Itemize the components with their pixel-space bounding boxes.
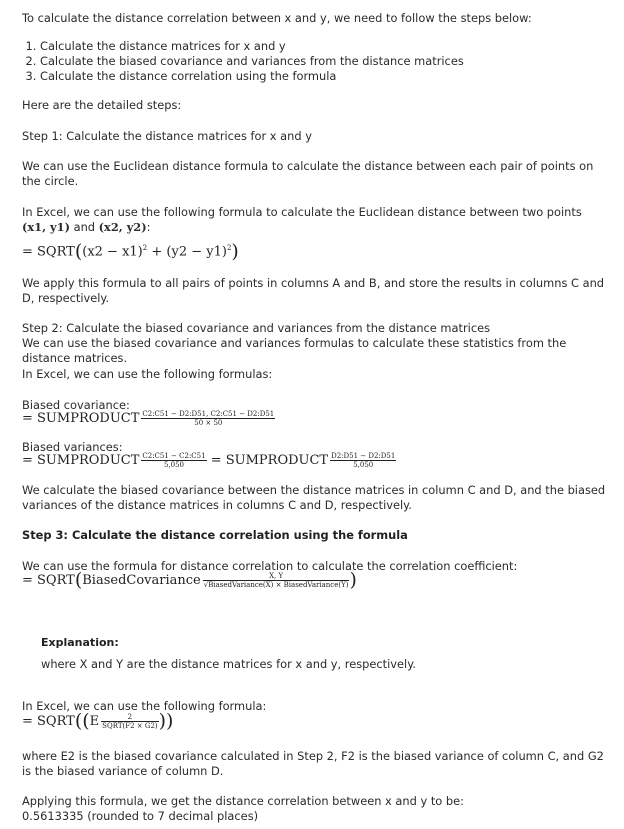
correlation-fraction [203, 572, 350, 589]
step1-paragraph: We can use the Euclidean distance formula to calculate the distance between each pair of points on the circle. [22, 159, 594, 188]
formula-prefix: = SQRT [22, 714, 75, 729]
covariance-formula [22, 410, 606, 427]
point2: (x2, y2) [98, 220, 147, 234]
step1-heading: Step 1: Calculate the distance matrices for x and y [22, 129, 312, 143]
euclidean-formula [22, 240, 606, 263]
fraction-denominator: √BiasedVariance(X) × BiasedVariance(Y) [203, 581, 349, 589]
fraction-denominator: 5,050 [163, 461, 184, 469]
step2-summary-paragraph: We calculate the biased covariance between the distance matrices in column C and D, and the biased variances of the distance matrices in columns C and D, respectively. [22, 483, 606, 512]
step3-heading: Step 3: Calculate the distance correlation using the formula [22, 528, 408, 542]
formula-prefix: = SQRT [22, 244, 75, 260]
formula-inner: BiasedCovariance [82, 573, 201, 588]
fraction-numerator: D2:D51 − D2:D51 [331, 452, 396, 460]
fraction-numerator: C2:C51 − C2:C51 [142, 452, 206, 460]
plus-sign: + [147, 244, 167, 260]
variances-label: Biased variances: [22, 440, 123, 454]
formula-prefix: = SUMPRODUCT [22, 453, 140, 468]
fraction-denominator: SQRT(F2 × G2) [102, 722, 158, 730]
distance-correlation-formula [22, 569, 606, 591]
step3-excel-line: In Excel, we can use the following formula: [22, 699, 267, 713]
intro-paragraph: To calculate the distance correlation between x and y, we need to follow the steps below: [22, 11, 532, 25]
exponent: 2 [142, 244, 148, 252]
covariance-label: Biased covariance: [22, 398, 130, 412]
excel-text: In Excel, we can use the following formula to calculate the Euclidean distance between two points [22, 205, 582, 219]
fraction-denominator: 5,050 [353, 461, 374, 469]
term-x: (x2 − x1) [82, 244, 143, 260]
step3-where-paragraph: where E2 is the biased covariance calculated in Step 2, F2 is the biased variance of column C, and G2 is the biased variance of column D. [22, 749, 604, 778]
step2-excel-line: In Excel, we can use the following formulas: [22, 367, 273, 381]
list-item: 2. Calculate the biased covariance and variances from the distance matrices [40, 54, 606, 69]
exponent: 2 [226, 244, 232, 252]
variance-c-fraction [141, 452, 206, 469]
list-item: 1. Calculate the distance matrices for x and y [40, 39, 606, 54]
open-paren-icon: ( [74, 240, 83, 263]
formula-inner: E [89, 714, 100, 729]
covariance-fraction [141, 410, 275, 427]
point1: (x1, y1) [22, 220, 70, 234]
excel-correlation-formula [22, 710, 606, 732]
fraction-numerator: 2 [101, 713, 158, 722]
fraction-denominator: 50 × 50 [194, 419, 223, 427]
close-paren-icon: )) [158, 710, 174, 732]
open-paren-icon: ( [74, 569, 83, 591]
step3-paragraph: We can use the formula for distance correlation to calculate the correlation coefficient: [22, 559, 518, 573]
excel-fraction [101, 713, 158, 730]
formula-prefix: = SUMPRODUCT [210, 453, 329, 468]
step2-paragraph: We can use the biased covariance and variances formulas to calculate these statistics from the distance matrices. [22, 336, 567, 365]
formula-prefix: = SUMPRODUCT [22, 411, 140, 426]
explanation-text: where X and Y are the distance matrices for x and y, respectively. [41, 657, 416, 671]
step1-apply-paragraph: We apply this formula to all pairs of points in columns A and B, and store the results in columns C and D, respectively. [22, 276, 605, 305]
colon-text: : [146, 220, 151, 234]
step2-heading: Step 2: Calculate the biased covariance and variances from the distance matrices [22, 321, 491, 335]
result-value: 0.5613335 (rounded to 7 decimal places) [22, 809, 259, 823]
step1-excel-paragraph [22, 205, 606, 235]
formula-prefix: = SQRT [22, 573, 75, 588]
close-paren-icon: ) [349, 569, 357, 591]
and-text: and [69, 220, 99, 234]
explanation-label: Explanation: [41, 636, 119, 649]
variance-d-fraction [330, 452, 396, 469]
list-item: 3. Calculate the distance correlation using the formula [40, 69, 606, 84]
fraction-numerator: X, Y [203, 572, 350, 581]
variances-formula [22, 452, 606, 469]
term-y: (y2 − y1) [166, 244, 227, 260]
close-paren-icon: ) [231, 240, 239, 263]
fraction-numerator: C2:C51 − D2:D51, C2:C51 − D2:D51 [142, 410, 275, 418]
steps-list [22, 39, 606, 84]
detailed-intro: Here are the detailed steps: [22, 98, 182, 112]
open-paren-icon: (( [74, 710, 90, 732]
step3-applying-paragraph: Applying this formula, we get the distance correlation between x and y to be: [22, 794, 464, 808]
